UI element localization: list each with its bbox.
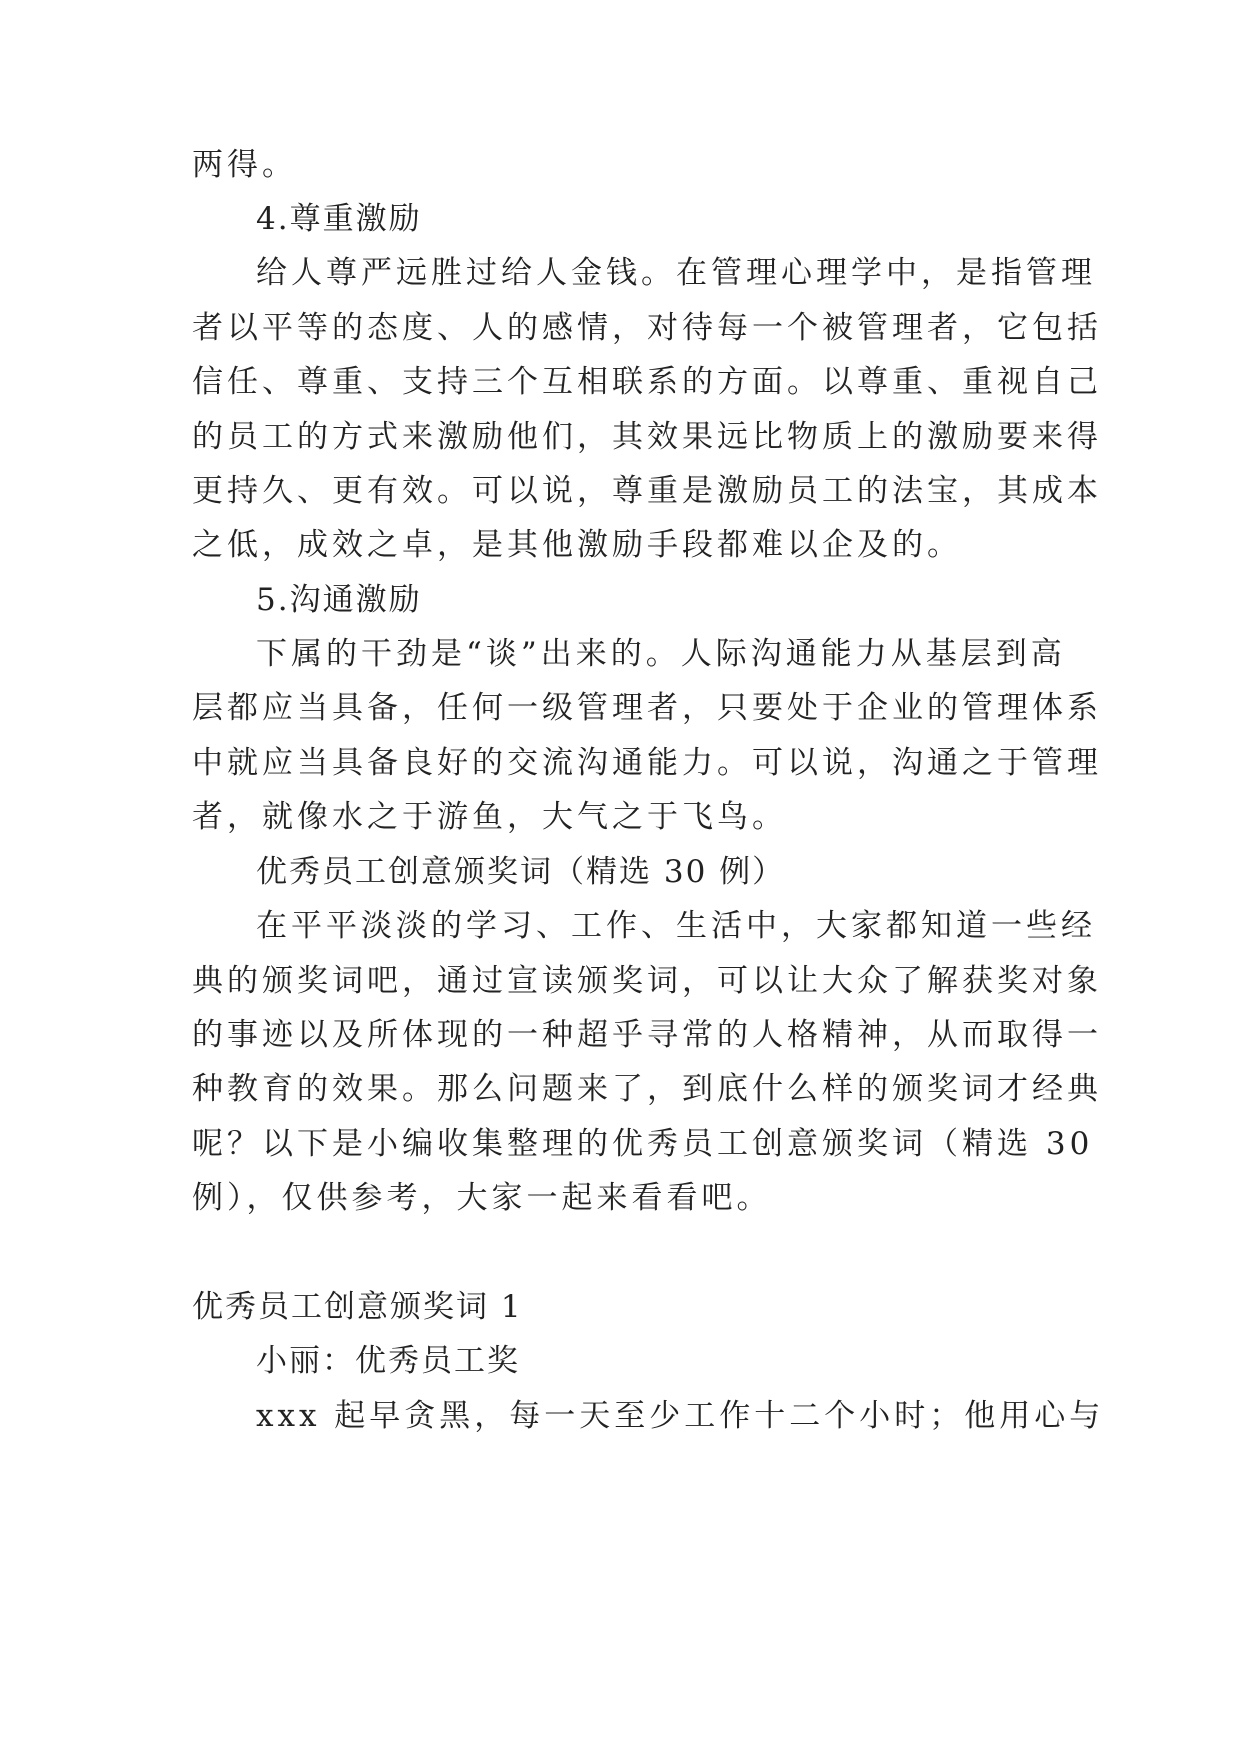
paragraph-line: 的员工的方式来激励他们，其效果远比物质上的激励要来得 <box>192 419 1102 455</box>
paragraph-line: 层都应当具备，任何一级管理者，只要处于企业的管理体系 <box>192 690 1102 726</box>
paragraph-line: 在平平淡淡的学习、工作、生活中，大家都知道一些经 <box>256 908 1096 944</box>
article-title: 优秀员工创意颁奖词（精选 30 例） <box>256 854 786 890</box>
paragraph-line: 两得。 <box>192 147 297 183</box>
paragraph-line: 中就应当具备良好的交流沟通能力。可以说，沟通之于管理 <box>192 745 1102 781</box>
subsection-heading: 优秀员工创意颁奖词 1 <box>192 1289 523 1325</box>
section-heading: 5.沟通激励 <box>256 582 422 618</box>
paragraph-line: 呢？以下是小编收集整理的优秀员工创意颁奖词（精选 30 <box>192 1126 1094 1162</box>
paragraph-line: 下属的干劲是“谈”出来的。人际沟通能力从基层到高 <box>256 636 1066 672</box>
paragraph-line: 信任、尊重、支持三个互相联系的方面。以尊重、重视自己 <box>192 364 1102 400</box>
paragraph-line: 者以平等的态度、人的感情，对待每一个被管理者，它包括 <box>192 310 1102 346</box>
award-title: 小丽：优秀员工奖 <box>256 1343 520 1379</box>
paragraph-line: 典的颁奖词吧，通过宣读颁奖词，可以让大众了解获奖对象 <box>192 963 1102 999</box>
paragraph-line: 种教育的效果。那么问题来了，到底什么样的颁奖词才经典 <box>192 1071 1102 1107</box>
paragraph-line: 的事迹以及所体现的一种超乎寻常的人格精神，从而取得一 <box>192 1017 1102 1053</box>
paragraph-line: 更持久、更有效。可以说，尊重是激励员工的法宝，其成本 <box>192 473 1102 509</box>
paragraph-line: 给人尊严远胜过给人金钱。在管理心理学中，是指管理 <box>256 255 1096 291</box>
paragraph-line: 者，就像水之于游鱼，大气之于飞鸟。 <box>192 799 787 835</box>
paragraph-line: 之低，成效之卓，是其他激励手段都难以企及的。 <box>192 527 962 563</box>
paragraph-line: 例），仅供参考，大家一起来看看吧。 <box>192 1180 772 1216</box>
paragraph-line: xxx 起早贪黑，每一天至少工作十二个小时；他用心与 <box>256 1398 1105 1434</box>
section-heading: 4.尊重激励 <box>256 201 422 237</box>
